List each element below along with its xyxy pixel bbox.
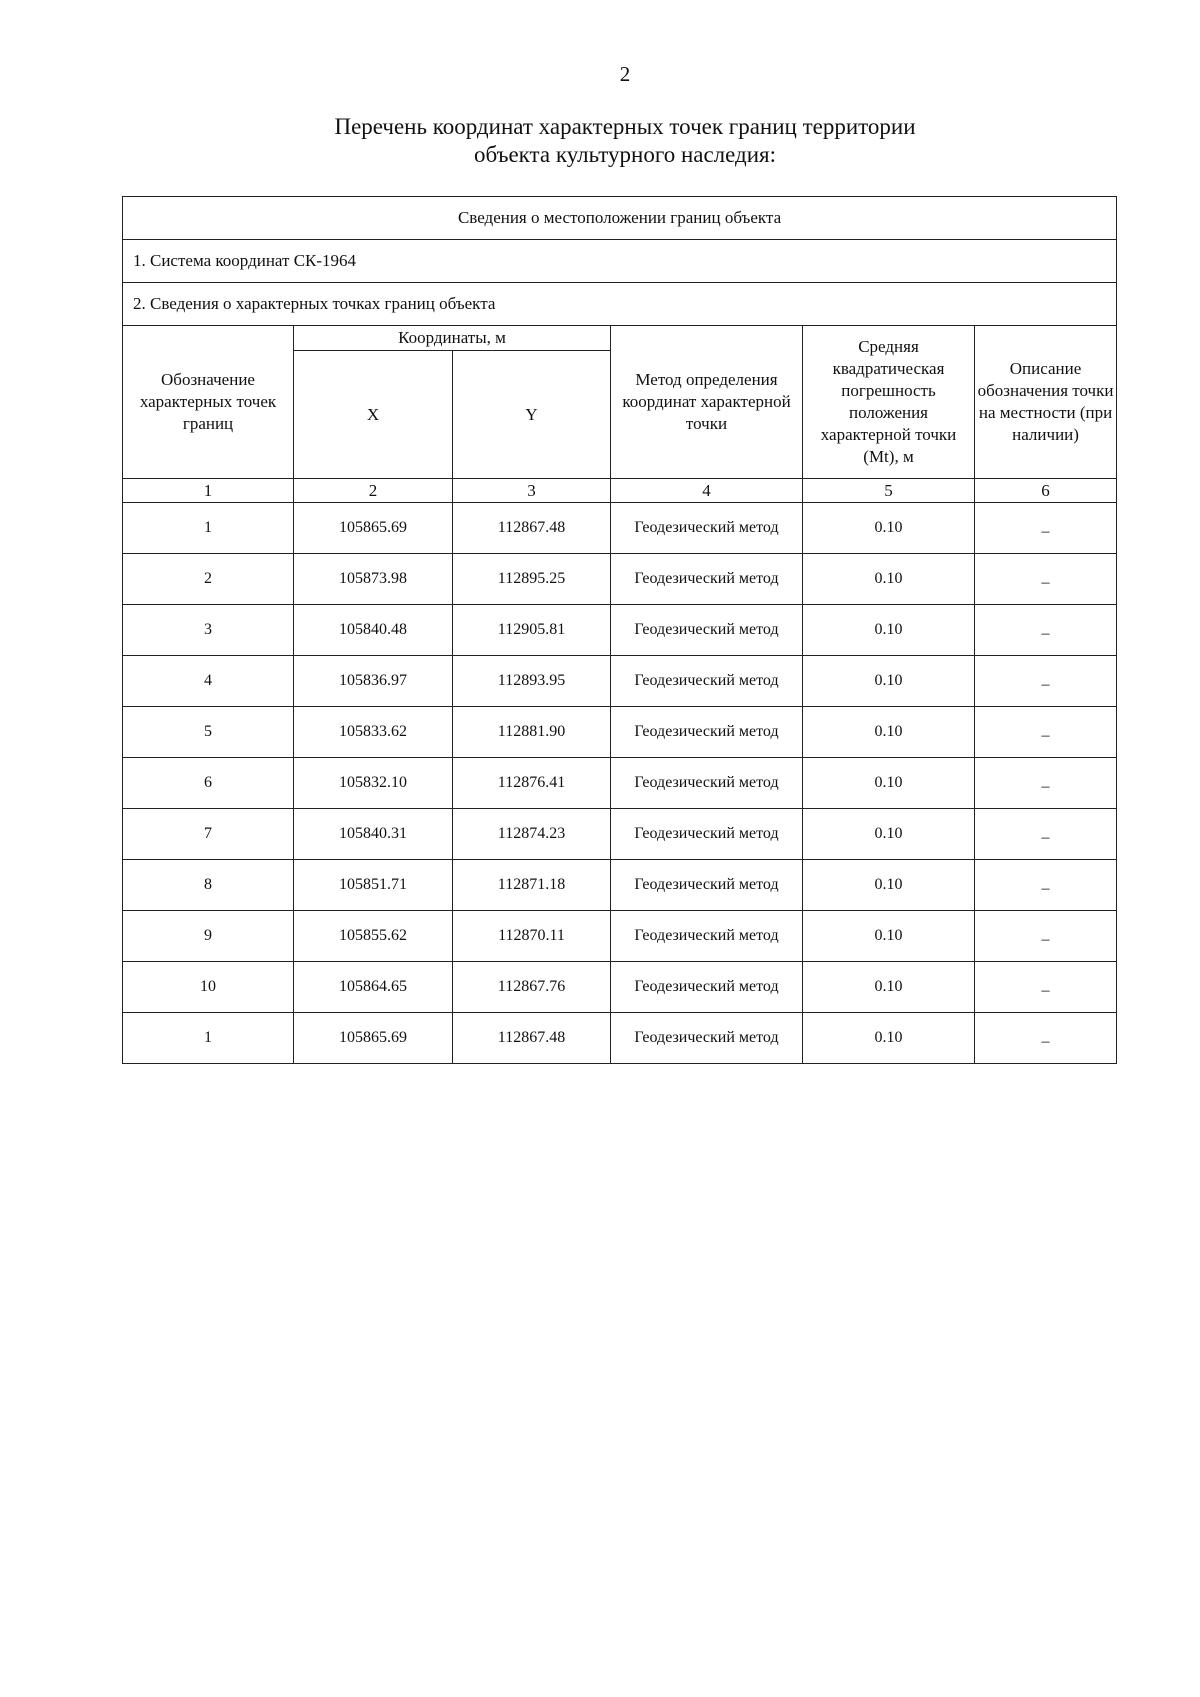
cell-y: 112905.81 [453, 605, 611, 656]
cell-accuracy: 0.10 [803, 503, 975, 554]
document-title-line-1: Перечень координат характерных точек границ территории [334, 114, 916, 139]
column-number: 4 [611, 479, 803, 503]
cell-description: – [975, 911, 1117, 962]
coordinate-system: 1. Система координат СК-1964 [123, 240, 1117, 283]
cell-description: – [975, 758, 1117, 809]
header-x: X [294, 351, 453, 479]
cell-method: Геодезический метод [611, 554, 803, 605]
cell-y: 112893.95 [453, 656, 611, 707]
column-number: 6 [975, 479, 1117, 503]
cell-accuracy: 0.10 [803, 554, 975, 605]
cell-x: 105833.62 [294, 707, 453, 758]
cell-method: Геодезический метод [611, 911, 803, 962]
table-row [123, 656, 1117, 707]
cell-y: 112874.23 [453, 809, 611, 860]
cell-y: 112867.48 [453, 1013, 611, 1064]
points-heading: 2. Сведения о характерных точках границ объекта [123, 283, 1117, 326]
cell-point: 1 [123, 503, 294, 554]
cell-point: 2 [123, 554, 294, 605]
cell-point: 10 [123, 962, 294, 1013]
cell-description: – [975, 707, 1117, 758]
cell-accuracy: 0.10 [803, 962, 975, 1013]
header-method: Метод определения координат характерной точки [611, 326, 803, 479]
section-heading: Сведения о местоположении границ объекта [123, 197, 1117, 240]
column-number: 1 [123, 479, 294, 503]
points-heading-row [123, 283, 1117, 326]
cell-method: Геодезический метод [611, 809, 803, 860]
table-row [123, 911, 1117, 962]
table-row [123, 554, 1117, 605]
table-row [123, 962, 1117, 1013]
cell-point: 8 [123, 860, 294, 911]
cell-x: 105865.69 [294, 1013, 453, 1064]
cell-y: 112870.11 [453, 911, 611, 962]
cell-x: 105873.98 [294, 554, 453, 605]
cell-description: – [975, 503, 1117, 554]
cell-accuracy: 0.10 [803, 707, 975, 758]
coordinates-table [122, 196, 1117, 1064]
section-heading-row [123, 197, 1117, 240]
column-numbers-row [123, 479, 1117, 503]
column-number: 5 [803, 479, 975, 503]
cell-method: Геодезический метод [611, 656, 803, 707]
page-number: 2 [619, 62, 631, 86]
cell-method: Геодезический метод [611, 605, 803, 656]
table-row [123, 860, 1117, 911]
cell-accuracy: 0.10 [803, 911, 975, 962]
cell-y: 112876.41 [453, 758, 611, 809]
cell-description: – [975, 809, 1117, 860]
header-row-top [123, 326, 1117, 351]
cell-description: – [975, 554, 1117, 605]
cell-point: 1 [123, 1013, 294, 1064]
cell-x: 105840.31 [294, 809, 453, 860]
column-number: 2 [294, 479, 453, 503]
cell-x: 105865.69 [294, 503, 453, 554]
cell-accuracy: 0.10 [803, 860, 975, 911]
table-row [123, 503, 1117, 554]
cell-point: 9 [123, 911, 294, 962]
cell-description: – [975, 605, 1117, 656]
header-description: Описание обозначения точки на местности (при наличии) [975, 326, 1117, 479]
cell-point: 7 [123, 809, 294, 860]
cell-x: 105851.71 [294, 860, 453, 911]
cell-y: 112867.76 [453, 962, 611, 1013]
cell-method: Геодезический метод [611, 707, 803, 758]
data-rows [123, 503, 1117, 1064]
cell-description: – [975, 1013, 1117, 1064]
cell-point: 6 [123, 758, 294, 809]
cell-accuracy: 0.10 [803, 758, 975, 809]
header-point: Обозначение характерных точек границ [123, 326, 294, 479]
table-row [123, 707, 1117, 758]
header-y: Y [453, 351, 611, 479]
cell-x: 105855.62 [294, 911, 453, 962]
cell-y: 112895.25 [453, 554, 611, 605]
cell-description: – [975, 860, 1117, 911]
document-title [0, 113, 1200, 169]
cell-method: Геодезический метод [611, 758, 803, 809]
table-row [123, 809, 1117, 860]
cell-point: 5 [123, 707, 294, 758]
table-row [123, 1013, 1117, 1064]
cell-method: Геодезический метод [611, 860, 803, 911]
cell-description: – [975, 656, 1117, 707]
cell-x: 105840.48 [294, 605, 453, 656]
cell-accuracy: 0.10 [803, 605, 975, 656]
cell-y: 112867.48 [453, 503, 611, 554]
cell-method: Геодезический метод [611, 503, 803, 554]
cell-y: 112871.18 [453, 860, 611, 911]
header-accuracy: Средняя квадратическая погрешность положения характерной точки (Mt), м [803, 326, 975, 479]
document-title-line-2: объекта культурного наследия: [473, 142, 777, 167]
cell-point: 4 [123, 656, 294, 707]
cell-description: – [975, 962, 1117, 1013]
cell-accuracy: 0.10 [803, 656, 975, 707]
coordinate-system-row [123, 240, 1117, 283]
cell-method: Геодезический метод [611, 1013, 803, 1064]
column-number: 3 [453, 479, 611, 503]
table-row [123, 758, 1117, 809]
cell-y: 112881.90 [453, 707, 611, 758]
header-coordinates-group: Координаты, м [294, 326, 611, 351]
table-row [123, 605, 1117, 656]
cell-accuracy: 0.10 [803, 1013, 975, 1064]
cell-point: 3 [123, 605, 294, 656]
cell-accuracy: 0.10 [803, 809, 975, 860]
cell-x: 105864.65 [294, 962, 453, 1013]
cell-x: 105832.10 [294, 758, 453, 809]
cell-method: Геодезический метод [611, 962, 803, 1013]
cell-x: 105836.97 [294, 656, 453, 707]
